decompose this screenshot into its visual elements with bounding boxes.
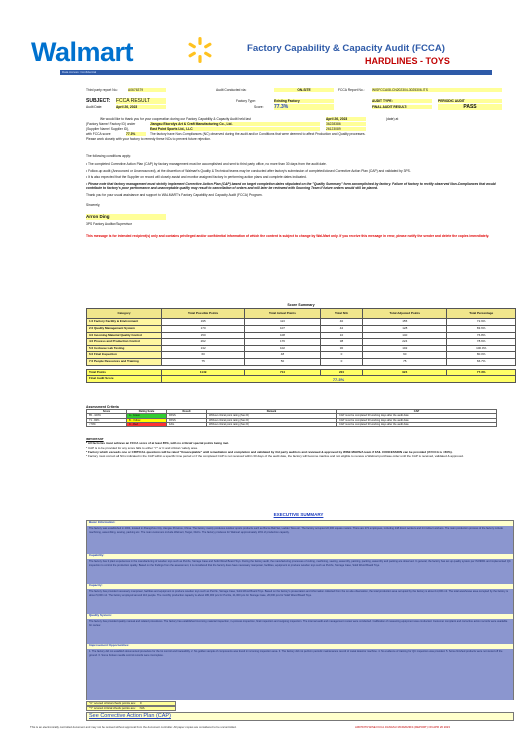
actual-cell: 102 [245,345,320,352]
total-row [87,369,516,376]
intro-paragraph [86,117,511,141]
score-value: 77.3% [274,104,334,110]
header-bar [60,70,492,75]
percentage-cell: 80.0% [447,352,516,359]
audit-type-label: AUDIT TYPE: [372,99,432,103]
remark-cell: Without critical point rating (Sec.D) [207,422,337,426]
actual-cell: 176 [245,339,320,346]
table-row [87,326,516,333]
sincerely-text: Sincerely, [86,203,101,208]
subject-label: SUBJECT: [86,98,111,104]
factory-name: Jiangsu Ekorolys Art & Craft Manufacturing Co., Ltd. [150,122,320,126]
percentage-cell: 78.6% [447,339,516,346]
fcca-no-value: WISFCCA08-CN202304-3025306-ITS [372,88,502,92]
final-score-label: Final Audit Score [87,376,162,383]
report-no-value: A0676379 [128,88,166,92]
col-category: Category [87,309,162,319]
report-subtitle: HARDLINES - TOYS [365,56,450,66]
section-body: The factory was established in 2004, located in Zhangzhou City, Jiangsu Province, China. The factory mainly produces outdoor sports products such as Bocce Ball Set, Ladder Toss etc. The factory occupied 22,000 square meters. There are 272 employees, including 248 direct workers and 24 indirect workers. The main production process of the factory include machining, assembling, sewing, packing etc. The main customers include Walmart, Target, Dick's. The factory produces for Walmart approximately 20% of production capacity. [87,526,513,554]
possible-cell: 150 [162,332,245,339]
col-actual: Total Actual Points [245,309,320,319]
final-score-row [87,376,516,383]
score-summary-title: Score Summary [287,303,315,307]
total-actual: 714 [245,369,320,376]
na-cell: 38 [320,339,363,346]
percentage-cell: 100.0% [447,345,516,352]
section-body: The factory has provided necessary manpower, facilities and equipment to produce wooden toys such as Puzzle, Storage Case, Solid Wood Board Toys. Based on the factory's presentation and information collected from the on-site observation, the total production area occupied by the factory is about 11,000 m2. The total warehouse area occupied by the factory is about 5,000 m2. The factory employed around 110 people. The monthly production capacity is about 180,000 pcs for Puzzle, 21,000 pcs for Storage Case, 20,000 pcs for Solid Wood Board Toys. [87,589,513,614]
na-cell: 30 [320,345,363,352]
condition-4: • Please note that factory management must strictly implement Corrective Action Plan (CAP) based on target completion dates stipulated on the "Quality Summary" form accomplished by factory. Failure of factory to rectify observed Non-Compliances that would contribute to factory's poor performance and unacceptable quality may result to cancellation of orders and will later be reviewed with Sourcing Team if future orders would still be placed. [86,181,496,191]
score-summary [86,303,516,383]
cap-cell: CAP must be completed 30 working days after the audit date [337,422,497,426]
score-line-value: 77.3% [126,132,146,136]
result-cell: FAIL [167,422,207,426]
percentage-cell: 66.7% [447,359,516,366]
adjusted-cell: 75 [363,359,447,366]
remark-cell: Without critical point rating (Sec.D) [207,414,337,418]
important-line-1: * All factories must achieve an FCCA score of at least 85%, with no critical/ special points being met. [86,441,229,446]
intro-date: April 26, 2023 [326,117,366,121]
final-result-label: FINAL AUDIT RESULT: [372,105,432,109]
adjusted-cell: 102 [363,345,447,352]
table-row [87,339,516,346]
category-cell: 2.0 Quality Management System [87,326,162,333]
table-row [87,422,497,426]
condition-1: • The completed Corrective Action Plan (CAP) by factory management must be accomplished and sent to third party office, no more than 30 days from the audit date. [86,162,327,167]
intro-text: We would like to thank you for your cooperation during our Factory Capability & Capacity Audit held last [100,117,251,121]
score-label: Score: [254,105,264,109]
col-adjusted: Total Adjusted Points [363,309,447,319]
section-body: 1. The factory did not establish documented procedure for the lot control and traceability. 2. No golden sample of components was found in incoming inspection area. 3. The factory did not perform periodic maintenance record of metal detector machine. 4. No evidence of training for QC inspectors was provided. 5. Some finished products were not stored off the ground. 6. Some broken needle control records were incomplete. [87,649,513,700]
col-remark: Remark [207,410,337,414]
percentage-cell: 83.6% [447,326,516,333]
important-title: IMPORTANT [86,437,104,441]
supplier-label: (Supplier Name/ Supplier ID), [86,127,130,131]
conditions-block [86,154,511,238]
adjusted-cell: 60 [363,352,447,359]
y-points-value: N/A [139,706,145,710]
adjusted-cell: 155 [363,319,447,326]
critical-points-value: 0 [139,701,142,705]
supplier-name: East Point Sports Ltd., LLC [150,127,320,131]
important-line-4: * Factory must correct all NCs indicated in the CAP within a specific time period or if the completed CAP is not received within 30 days of the audit date, the factory will become inactive and not eligible to receive a Walmart purchase order until the CAP is received, validated & approved. [86,454,464,459]
header-bar-label: Data Access: Confidential [62,69,97,74]
actual-cell: 107 [245,326,320,333]
report-title: Factory Capability & Capacity Audit (FCCA) [247,43,445,54]
executive-summary-title: EXECUTIVE SUMMARY [273,512,324,517]
score-cell: <70% [87,422,127,426]
score-line-prefix: with FCCA score [86,132,111,136]
total-percentage: 77.3% [447,369,516,376]
col-result: Result [167,410,207,414]
score-cell: 71 - 84% [87,418,127,422]
important-notes [86,437,511,459]
col-rating: Rating Scale [127,410,167,414]
adjusted-cell: 128 [363,326,447,333]
cap-cell: CAP must be completed 30 working days after the audit date [337,418,497,422]
na-cell: 10 [320,332,363,339]
category-cell: 7.0 People Resources and Training [87,359,162,366]
col-na: Total N/A [320,309,363,319]
rating-cell: B - Yellow [127,418,167,422]
col-score: Score [87,410,127,414]
score-summary-table [86,308,516,382]
possible-cell: 75 [162,359,245,366]
critical-points-label: "C" scored critical check points are: [89,701,136,705]
table-row [87,319,516,326]
y-points-label: "Y" scored critical check points are: [89,706,136,710]
percentage-cell: 72.9% [447,319,516,326]
category-cell: 4.0 Process and Production Control [87,339,162,346]
section-heading: Basic Information: [87,521,513,526]
na-cell: 0 [320,352,363,359]
conducted-value: ON-SITE [274,88,334,92]
table-row [87,352,516,359]
footer-right: A0676379 WISE FCCA JIANGSU MCR2023F4 (REPORT) ON APR 26 2023 [355,725,450,729]
important-line-3: * Factory which exceeds one or CRITICAL questions will be rated "Unacceptable" until remediation and completion and validated by 3rd party auditors and reviewed & approved by WISE MGRS/A team if FAIL CONCESSION can be provided (if FCCA is <60%). [86,450,453,455]
condition-3: • It is also expected that the Supplier on record will closely assist and monitor assigned factory in performing action plans and complete dates indicated. [86,175,307,180]
score-line-2: Please work closely with your factory to remedy these NCs to prevent future rejection. [86,137,211,141]
factory-id: 36228386 [326,122,366,126]
col-cap: CAP [337,410,497,414]
total-label: Total Points [87,369,162,376]
col-possible: Total Possible Points [162,309,245,319]
section-heading: Capacity: [87,584,513,589]
possible-cell: 60 [162,352,245,359]
actual-cell: 50 [245,359,320,366]
disclaimer-text: This message is for intended recipient(s) only and contains privileged and/or confidential information of which the content is subject to change by Wal-Mart only. If you receive this message in error, please notify the sender and delete the copies immediately. [86,234,490,238]
criteria-table [86,409,497,427]
footer-left: This is an electronically controlled document and may not be revised without approval from the document controller. All paper copies are considered to be uncontrolled. [30,725,237,729]
signer-title: 3PS Factory Auditor/Supervisor [86,221,132,226]
subject-value: FCCA RESULT [116,98,166,104]
adjusted-cell: 140 [363,332,447,339]
actual-cell: 113 [245,319,320,326]
total-possible: 1149 [162,369,245,376]
final-result-value: PASS [438,104,502,110]
possible-cell: 195 [162,319,245,326]
condition-2: • Follow-up audit (Announced or Unannounced), at the discretion of Walmart's Quality & Technical teams may be conducted after factory's submission of completed/closed Corrective Action Plan (CAP) and validated by 3PS. [86,168,411,173]
total-na: 224 [320,369,363,376]
thanks-text: Thank you for your usual assistance and support to WALMART's Factory Capability and Capacity Audit (FCCA) Program. [86,192,263,197]
table-row [87,345,516,352]
remark-cell: Without critical point rating (Sec.D) [207,418,337,422]
result-cell: PASS [167,418,207,422]
percentage-cell: 76.8% [447,332,516,339]
signer-name: Arron Ding [86,214,166,220]
table-row [87,332,516,339]
actual-cell: 48 [245,352,320,359]
adjusted-cell: 224 [363,339,447,346]
na-cell: 40 [320,319,363,326]
supplier-id: 26123089 [326,127,366,131]
possible-cell: 262 [162,339,245,346]
possible-cell: 170 [162,326,245,333]
section-heading: Quality System: [87,614,513,619]
walmart-logo: Walmart [31,37,134,67]
score-line-tail: The factory have Non-Compliances (NC) observed during the audit and/or Conditions that were deemed to affect Production and Quality processes. [150,132,366,136]
score-cell: 85 - 100% [87,414,127,418]
walmart-spark-icon [185,35,215,65]
section-body: The factory has provided quality manual and related procedures. The factory has established incoming material inspection, in-process inspection, final inspection and outgoing inspection. The internal audit and management review were conducted. Calibration of measuring equipment was conducted. Customer complaint and corrective action records were available for review. [87,619,513,644]
table-row [87,359,516,366]
actual-cell: 108 [245,332,320,339]
intro-tail: (date) at [386,117,399,121]
category-cell: 6.0 Final Inspection [87,352,162,359]
final-score-value: 77.3% [162,376,516,383]
executive-summary [86,520,514,700]
factory-type-value: Existing Factory [274,99,334,103]
report-header [25,22,505,74]
report-no-label: Third party report No.: [86,88,119,92]
cap-link[interactable]: See Corrective Action Plan (CAP) [86,712,514,721]
audit-date-label: Audit Date: [86,105,103,109]
important-line-2: * CAP is to be provided for any score falls to either "Y" or C and critical / safety area. [86,445,198,450]
na-cell: 42 [320,326,363,333]
col-percentage: Total Percentage [447,309,516,319]
y-points-row [86,706,176,711]
audit-type-value: PERIODIC AUDIT [438,99,502,103]
conducted-label: Audit Conducted via: [216,88,247,92]
factory-line-label: (Factory Name/ Factory ID) under [86,122,136,126]
section-body: The factory has 3 plant experiences in the manufacturing of wooden toys such as Puzzle, Storage Case and Solid Wood Board Toys. During the factory audit, the manufacturing processes of cutting, machining, sewing, assembly, painting, packing, assembly and packing are observed. In general, the factory has set up quality system per ISO9001 and implemented QC inspection to control the production quality. Based on the findings from the assessment, it is considered that the factory does have necessary manpower, facilities, equipment to produce wooden toys such as Puzzle, Storage Case, Solid Wood Board Toys. [87,559,513,584]
possible-cell: 132 [162,345,245,352]
score-rows [87,319,516,382]
factory-type-label: Factory Type: [236,99,256,103]
rating-cell: A - Green [127,414,167,418]
audit-date-value: April 26, 2023 [116,105,166,109]
criteria-title: Assessment Criteria [86,405,119,409]
category-cell: 1.0 Factory Facility & Environment [87,319,162,326]
assessment-criteria [86,405,506,427]
result-cell: PASS [167,414,207,418]
category-cell: 5.0 In-House Lab Testing [87,345,162,352]
section-heading: Improvement Opportunities: [87,644,513,649]
category-cell: 3.0 Incoming Material Quality Control [87,332,162,339]
na-cell: 0 [320,359,363,366]
section-heading: Capability: [87,554,513,559]
total-adjusted: 924 [363,369,447,376]
fcca-no-label: FCCA Report No.: [338,88,365,92]
cap-cell: CAP must be completed 30 working days after the audit date [337,414,497,418]
conditions-heading: The following conditions apply: [86,154,131,158]
rating-cell: C - Red [127,422,167,426]
